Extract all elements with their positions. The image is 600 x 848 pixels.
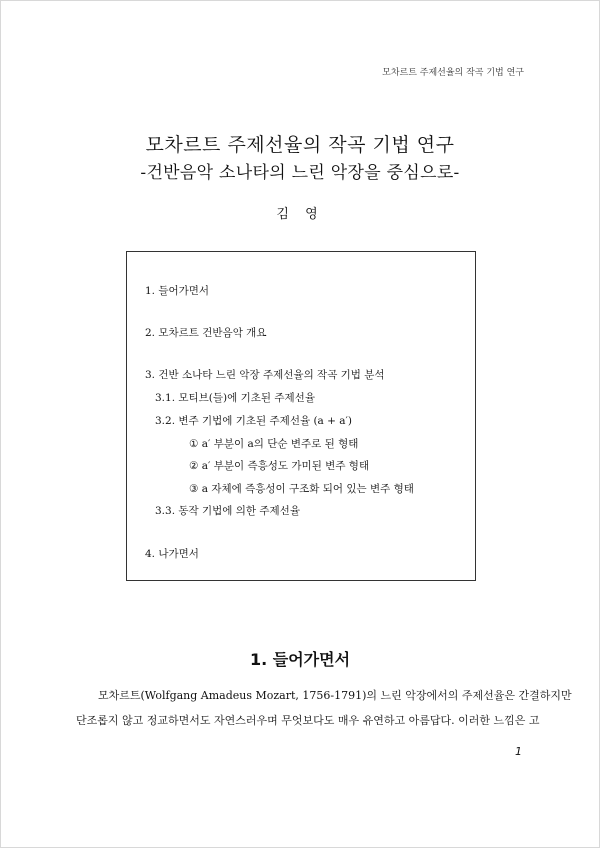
- section-heading: 1. 들어가면서: [249, 650, 351, 669]
- page-number: 1: [515, 745, 522, 758]
- running-header: 모차르트 주제선율의 작곡 기법 연구: [382, 68, 524, 78]
- paper-title: 모차르트 주제선율의 작곡 기법 연구: [145, 134, 455, 156]
- toc-item-3-2-3: ③ a 자체에 즉흥성이 구조화 되어 있는 변주 형태: [189, 483, 414, 495]
- paper-subtitle: -건반음악 소나타의 느린 악장을 중심으로-: [140, 163, 460, 183]
- toc-item-3: 3. 건반 소나타 느린 악장 주제선율의 작곡 기법 분석: [145, 369, 385, 381]
- toc-item-2: 2. 모차르트 건반음악 개요: [145, 327, 267, 339]
- author-name: 김 영: [276, 207, 324, 222]
- toc-item-1: 1. 들어가면서: [145, 285, 210, 297]
- body-text-line: 단조롭지 않고 정교하면서도 자연스러우며 무엇보다도 매우 유연하고 아름답다. 이러한 느낌은 고: [76, 714, 540, 727]
- body-text-line: 모차르트(Wolfgang Amadeus Mozart, 1756-1791)의 느린 악장에서의 주제선율은 간결하지만: [98, 689, 572, 702]
- toc-item-3-1: 3.1. 모티브(들)에 기초된 주제선율: [155, 392, 315, 404]
- toc-item-3-2-1: ① a′ 부분이 a의 단순 변주로 된 형태: [189, 438, 359, 450]
- toc-item-4: 4. 나가면서: [145, 548, 199, 560]
- toc-item-3-2-2: ② a′ 부분이 즉흥성도 가미된 변주 형태: [189, 460, 370, 472]
- table-of-contents: [126, 251, 476, 581]
- toc-item-3-2: 3.2. 변주 기법에 기초된 주제선율 (a + a′): [155, 415, 353, 427]
- toc-item-3-3: 3.3. 동작 기법에 의한 주제선율: [155, 505, 300, 517]
